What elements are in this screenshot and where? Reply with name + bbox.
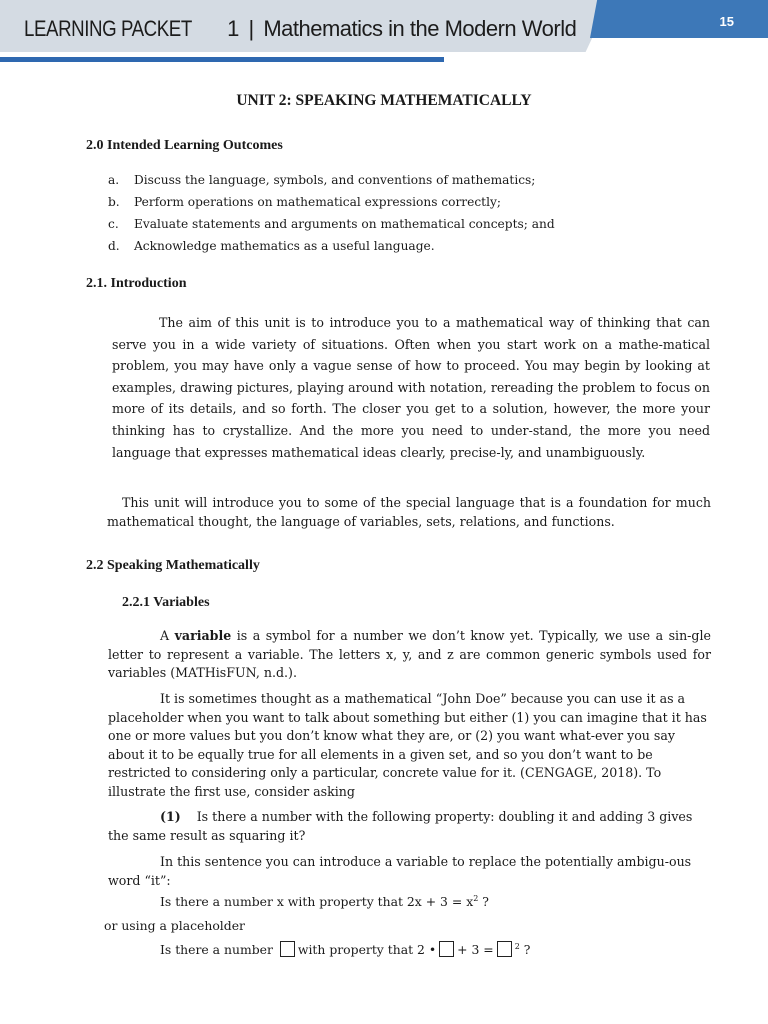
- course-title: Mathematics in the Modern World: [263, 16, 577, 41]
- variable-paragraph-1: A variable is a symbol for a number we don’t know yet. Typically, we use a sin-gle letter to represent a variable. The letters x, y, and z are common generic symbols used for variables (MATHisFUN, n.d.).: [108, 628, 711, 681]
- placeholder-box: [439, 941, 454, 957]
- introduction-heading: 2.1. Introduction: [86, 276, 187, 291]
- header-title: [24, 16, 576, 42]
- page-header: [0, 0, 768, 60]
- outcomes-list: [108, 169, 555, 257]
- unit-title: UNIT 2: SPEAKING MATHEMATICALLY: [236, 92, 532, 109]
- header-rule: [0, 57, 444, 62]
- intro-paragraph-1: The aim of this unit is to introduce you to a mathematical way of thinking that can serve you in a wide variety of situations. Often when you start work on a mathe-matical problem, you may have only a vague sense of how to proceed. You may begin by looking at examples, drawing pictures, playing around with notation, rereading the problem to focus on more of its details, and so forth. The closer you get to a solution, however, the more your thinking has to crystallize. And the more you need to under-stand, the more you need language that expresses mathematical ideas clearly, precise-ly, and unambiguously.: [112, 315, 710, 460]
- separator: |: [248, 16, 254, 41]
- outcomes-heading: 2.0 Intended Learning Outcomes: [86, 138, 283, 153]
- question-1: (1) Is there a number with the following property: doubling it and adding 3 gives the same result as squaring it?: [108, 809, 693, 843]
- introduce-variable-text: In this sentence you can introduce a variable to replace the potentially ambigu-ous word “it”:: [108, 854, 692, 888]
- speaking-heading: 2.2 Speaking Mathematically: [86, 558, 260, 573]
- question-label: (1): [160, 809, 181, 824]
- variable-term: variable: [174, 628, 232, 643]
- placeholder-box: [497, 941, 512, 957]
- list-item: b. Perform operations on mathematical expressions correctly;: [108, 195, 501, 209]
- placeholder-box: [280, 941, 295, 957]
- brand-label: LEARNING PACKET: [24, 16, 192, 41]
- page-number-tab: [590, 0, 768, 38]
- intro-paragraph-2: This unit will introduce you to some of the special language that is a foundation for much mathematical thought, the language of variables, sets, relations, and functions.: [107, 495, 711, 529]
- placeholder-note: or using a placeholder: [104, 918, 245, 933]
- page-number: 15: [719, 14, 734, 29]
- list-item: c. Evaluate statements and arguments on mathematical concepts; and: [108, 217, 555, 231]
- list-item: a. Discuss the language, symbols, and conventions of mathematics;: [108, 173, 536, 187]
- equation-2: Is there a number with property that 2 • + 3 = $^2$ ?: [160, 942, 531, 957]
- variable-paragraph-2: It is sometimes thought as a mathematical “John Doe” because you can use it as a placeholder when you want to talk about something but either (1) you can imagine that it has one or more values but you don’t know what they are, or (2) you want what-ever you say about it to be equally true for all elements in a given set, and so you don’t want to be restricted to considering only a particular, concrete value for it. (CENGAGE, 2018). To illustrate the first use, consider asking: [108, 691, 707, 799]
- variables-heading: 2.2.1 Variables: [122, 595, 210, 610]
- packet-number: 1: [227, 16, 239, 41]
- list-item: d. Acknowledge mathematics as a useful language.: [108, 239, 435, 253]
- equation-1: Is there a number x with property that $2x + 3 = x^2$ ?: [160, 894, 489, 909]
